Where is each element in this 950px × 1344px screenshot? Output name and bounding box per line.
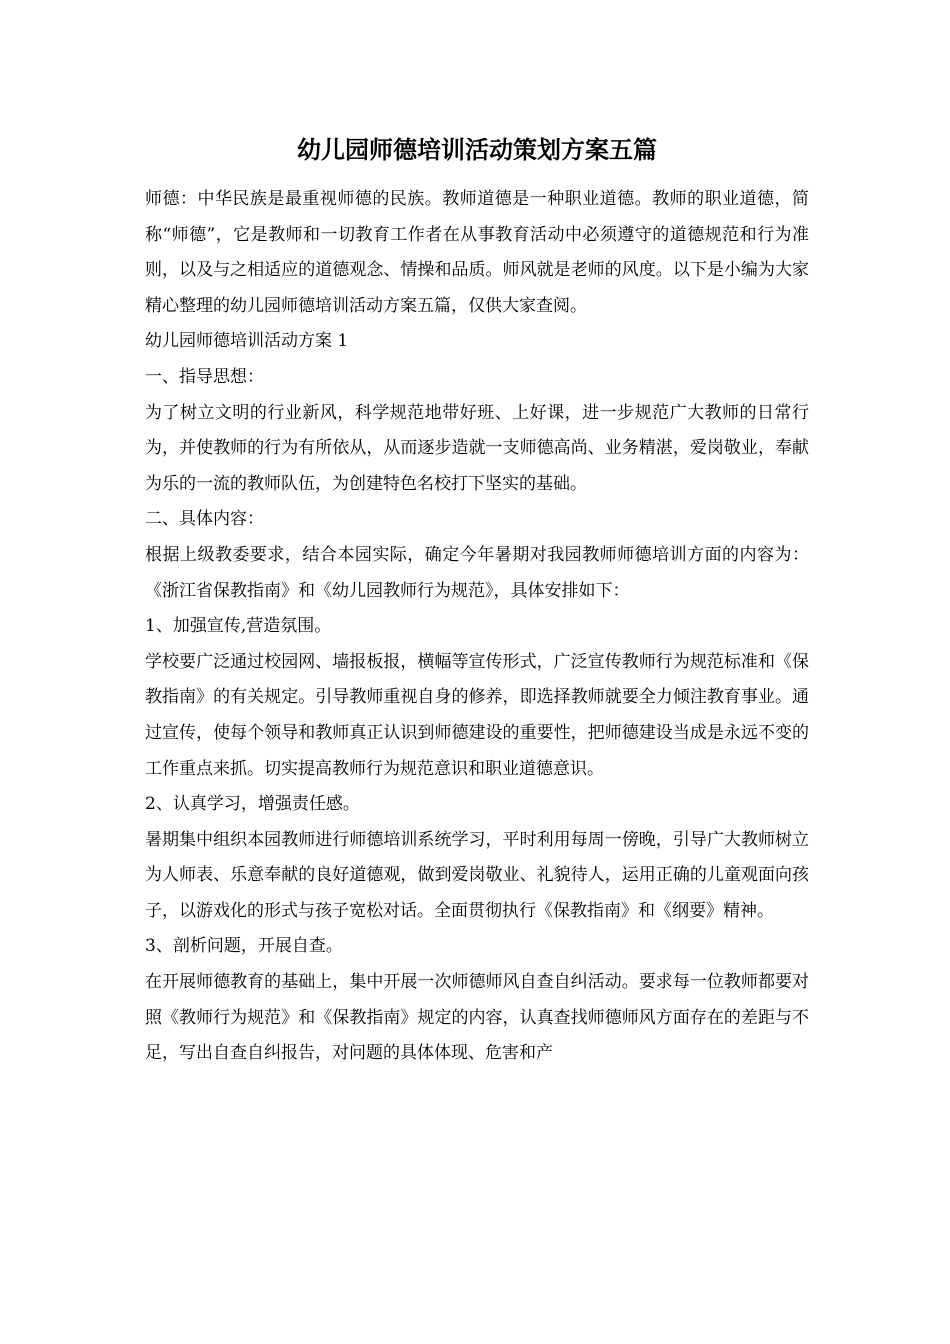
section-1-heading: 一、指导思想：: [145, 366, 264, 387]
item-2-heading: 2、认真学习，增强责任感。: [145, 794, 360, 815]
item-3-heading: 3、剖析问题，开展自查。: [145, 936, 343, 957]
section-1-paragraph: 为了树立文明的行业新风，科学规范地带好班、上好课，进一步规范广大教师的日常行为，并使教师的行为有所依从，从而逐步造就一支师德高尚、业务精湛，爱岗敬业，奉献为乐的一流的教师队伍，为创建特色名校打下坚实的基础。: [145, 402, 809, 494]
section-2-heading: 二、具体内容：: [145, 509, 264, 530]
document-body: [145, 182, 809, 1072]
intro-paragraph: 师德：中华民族是最重视师德的民族。教师道德是一种职业道德。教师的职业道德，简称“师德”，它是教师和一切教育工作者在从事教育活动中必须遵守的道德规范和行为准则，以及与之相适应的道德观念、情操和品质。师风就是老师的风度。以下是小编为大家精心整理的幼儿园师德培训活动方案五篇，仅供大家查阅。: [145, 189, 809, 316]
item-2-paragraph: 暑期集中组织本园教师进行师德培训系统学习，平时利用每周一傍晚，引导广大教师树立为人师表、乐意奉献的良好道德观，做到爱岗敬业、礼貌待人，运用正确的儿童观面向孩子，以游戏化的形式与孩子宽松对话。全面贯彻执行《保教指南》和《纲要》精神。: [145, 829, 809, 921]
section-2-paragraph: 根据上级教委要求，结合本园实际，确定今年暑期对我园教师师德培训方面的内容为：《浙江省保教指南》和《幼儿园教师行为规范》，具体安排如下：: [145, 544, 809, 601]
item-1-heading: 1、加强宣传,营造氛围。: [145, 616, 332, 637]
plan-1-heading: 幼儿园师德培训活动方案 1: [145, 331, 349, 352]
document-title: 幼儿园师德培训活动策划方案五篇: [297, 135, 657, 164]
item-3-paragraph: 在开展师德教育的基础上，集中开展一次师德师风自查自纠活动。要求每一位教师都要对照《教师行为规范》和《保教指南》规定的内容，认真查找师德师风方面存在的差距与不足，写出自查自纠报告，对问题的具体体现、危害和产: [145, 972, 809, 1064]
item-1-paragraph: 学校要广泛通过校园网、墙报板报，横幅等宣传形式，广泛宣传教师行为规范标准和《保教指南》的有关规定。引导教师重视自身的修养，即选择教师就要全力倾注教育事业。通过宣传，使每个领导和教师真正认识到师德建设的重要性，把师德建设当成是永远不变的工作重点来抓。切实提高教师行为规范意识和职业道德意识。: [145, 651, 809, 779]
